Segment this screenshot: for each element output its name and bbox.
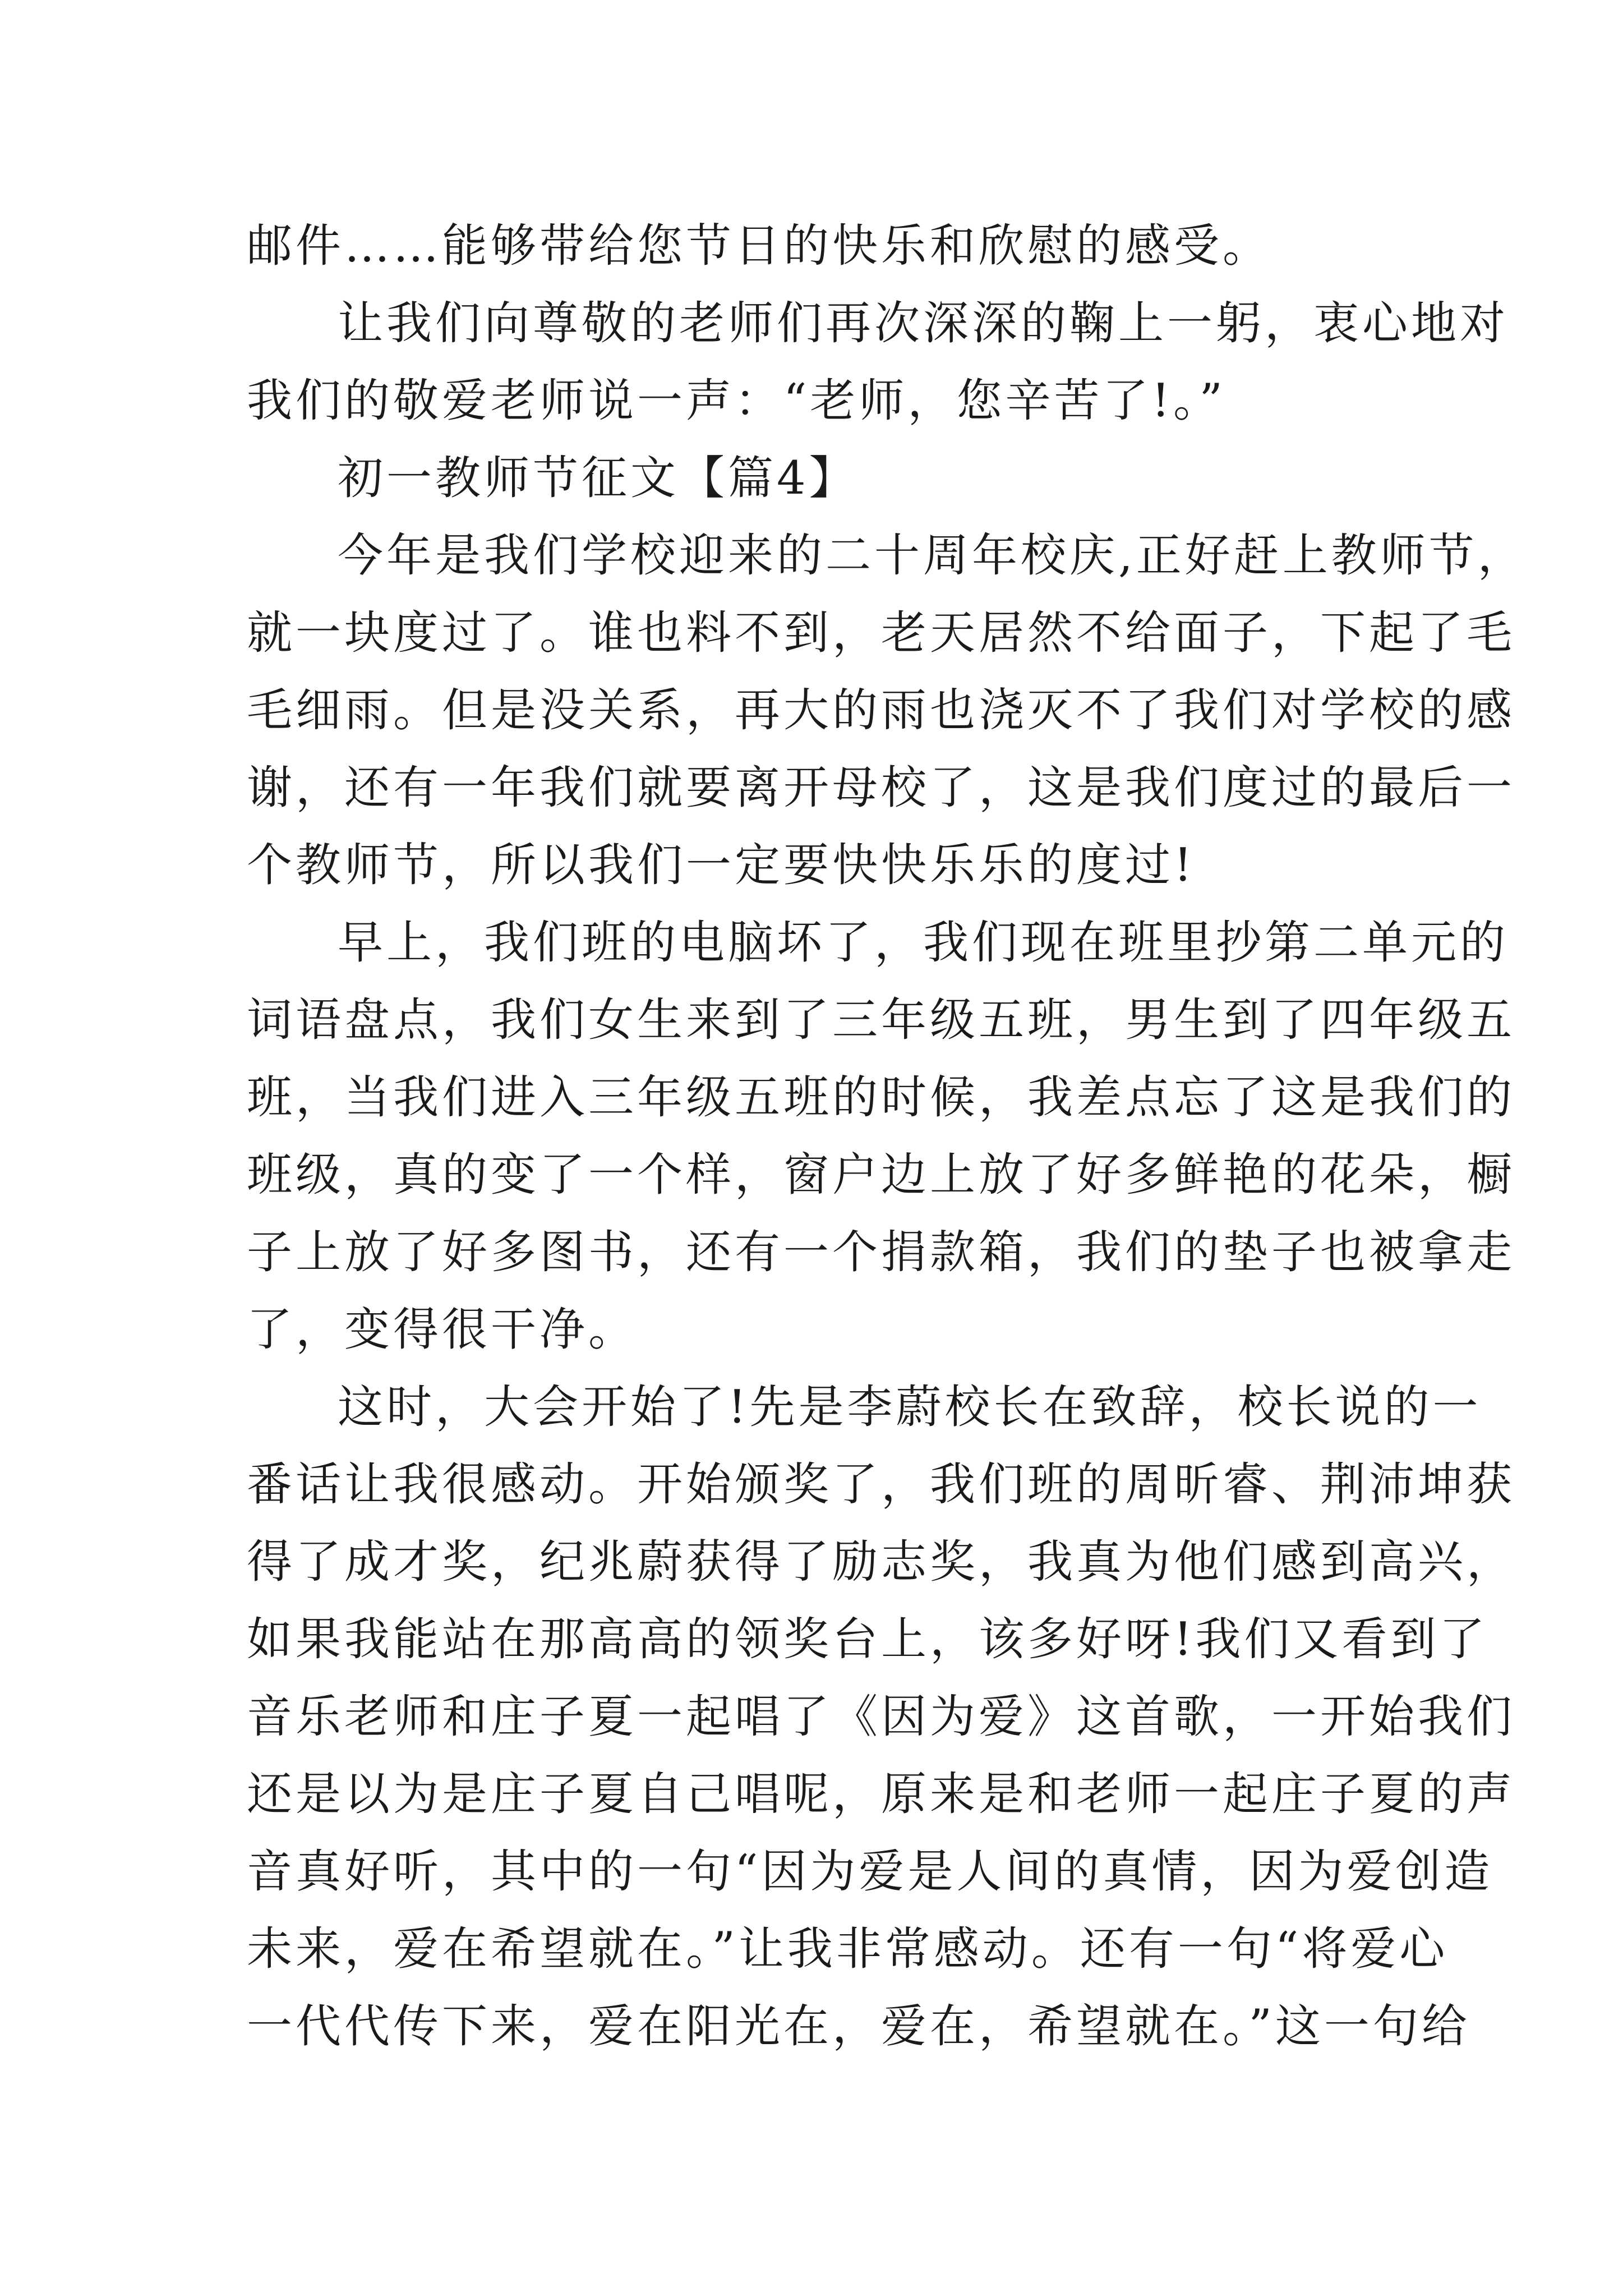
- text-line: 个教师节，所以我们一定要快快乐乐的度过!: [247, 839, 1196, 892]
- text-line: 了，变得很干净。: [247, 1304, 638, 1356]
- text-line: 我们的敬爱老师说一声：“老师，您辛苦了!。”: [247, 375, 1226, 427]
- text-line: 音乐老师和庄子夏一起唱了《因为爱》这首歌，一开始我们: [247, 1691, 1516, 1743]
- text-line: 子上放了好多图书，还有一个捐款箱，我们的垫子也被拿走: [247, 1226, 1516, 1279]
- text-line: 邮件……能够带给您节日的快乐和欣慰的感受。: [247, 220, 1272, 273]
- text-line: 番话让我很感动。开始颁奖了，我们班的周昕睿、荆沛坤获: [247, 1458, 1516, 1511]
- text-line: 毛细雨。但是没关系，再大的雨也浇灭不了我们对学校的感: [247, 684, 1516, 737]
- text-line: 谢，还有一年我们就要离开母校了，这是我们度过的最后一: [247, 762, 1516, 815]
- text-line: 未来，爱在希望就在。”让我非常感动。还有一句“将爱心: [247, 1923, 1449, 1976]
- paragraph-start-line: 今年是我们学校迎来的二十周年校庆,正好赶上教师节，: [338, 530, 1527, 582]
- text-line: 得了成才奖，纪兆蔚获得了励志奖，我真为他们感到高兴，: [247, 1536, 1516, 1589]
- text-line: 词语盘点，我们女生来到了三年级五班，男生到了四年级五: [247, 994, 1516, 1047]
- text-line: 班，当我们进入三年级五班的时候，我差点忘了这是我们的: [247, 1071, 1516, 1124]
- text-line: 一代代传下来，爱在阳光在，爱在，希望就在。”这一句给: [247, 2000, 1470, 2053]
- text-line: 就一块度过了。谁也料不到，老天居然不给面子，下起了毛: [247, 607, 1516, 660]
- paragraph-start-line: 早上，我们班的电脑坏了，我们现在班里抄第二单元的: [338, 917, 1509, 969]
- text-line: 班级，真的变了一个样，窗户边上放了好多鲜艳的花朵，橱: [247, 1149, 1516, 1202]
- body-text: [247, 208, 1527, 2065]
- text-line: 音真好听，其中的一句“因为爱是人间的真情，因为爱创造: [247, 1846, 1493, 1898]
- paragraph-start-line: 让我们向尊敬的老师们再次深深的鞠上一躬，衷心地对: [338, 297, 1509, 350]
- section-heading: 初一教师节征文【篇4】: [338, 452, 858, 505]
- text-line: 还是以为是庄子夏自己唱呢，原来是和老师一起庄子夏的声: [247, 1768, 1516, 1821]
- paragraph-start-line: 这时，大会开始了!先是李蔚校长在致辞，校长说的一: [338, 1381, 1482, 1434]
- text-line: 如果我能站在那高高的领奖台上，该多好呀!我们又看到了: [247, 1613, 1488, 1666]
